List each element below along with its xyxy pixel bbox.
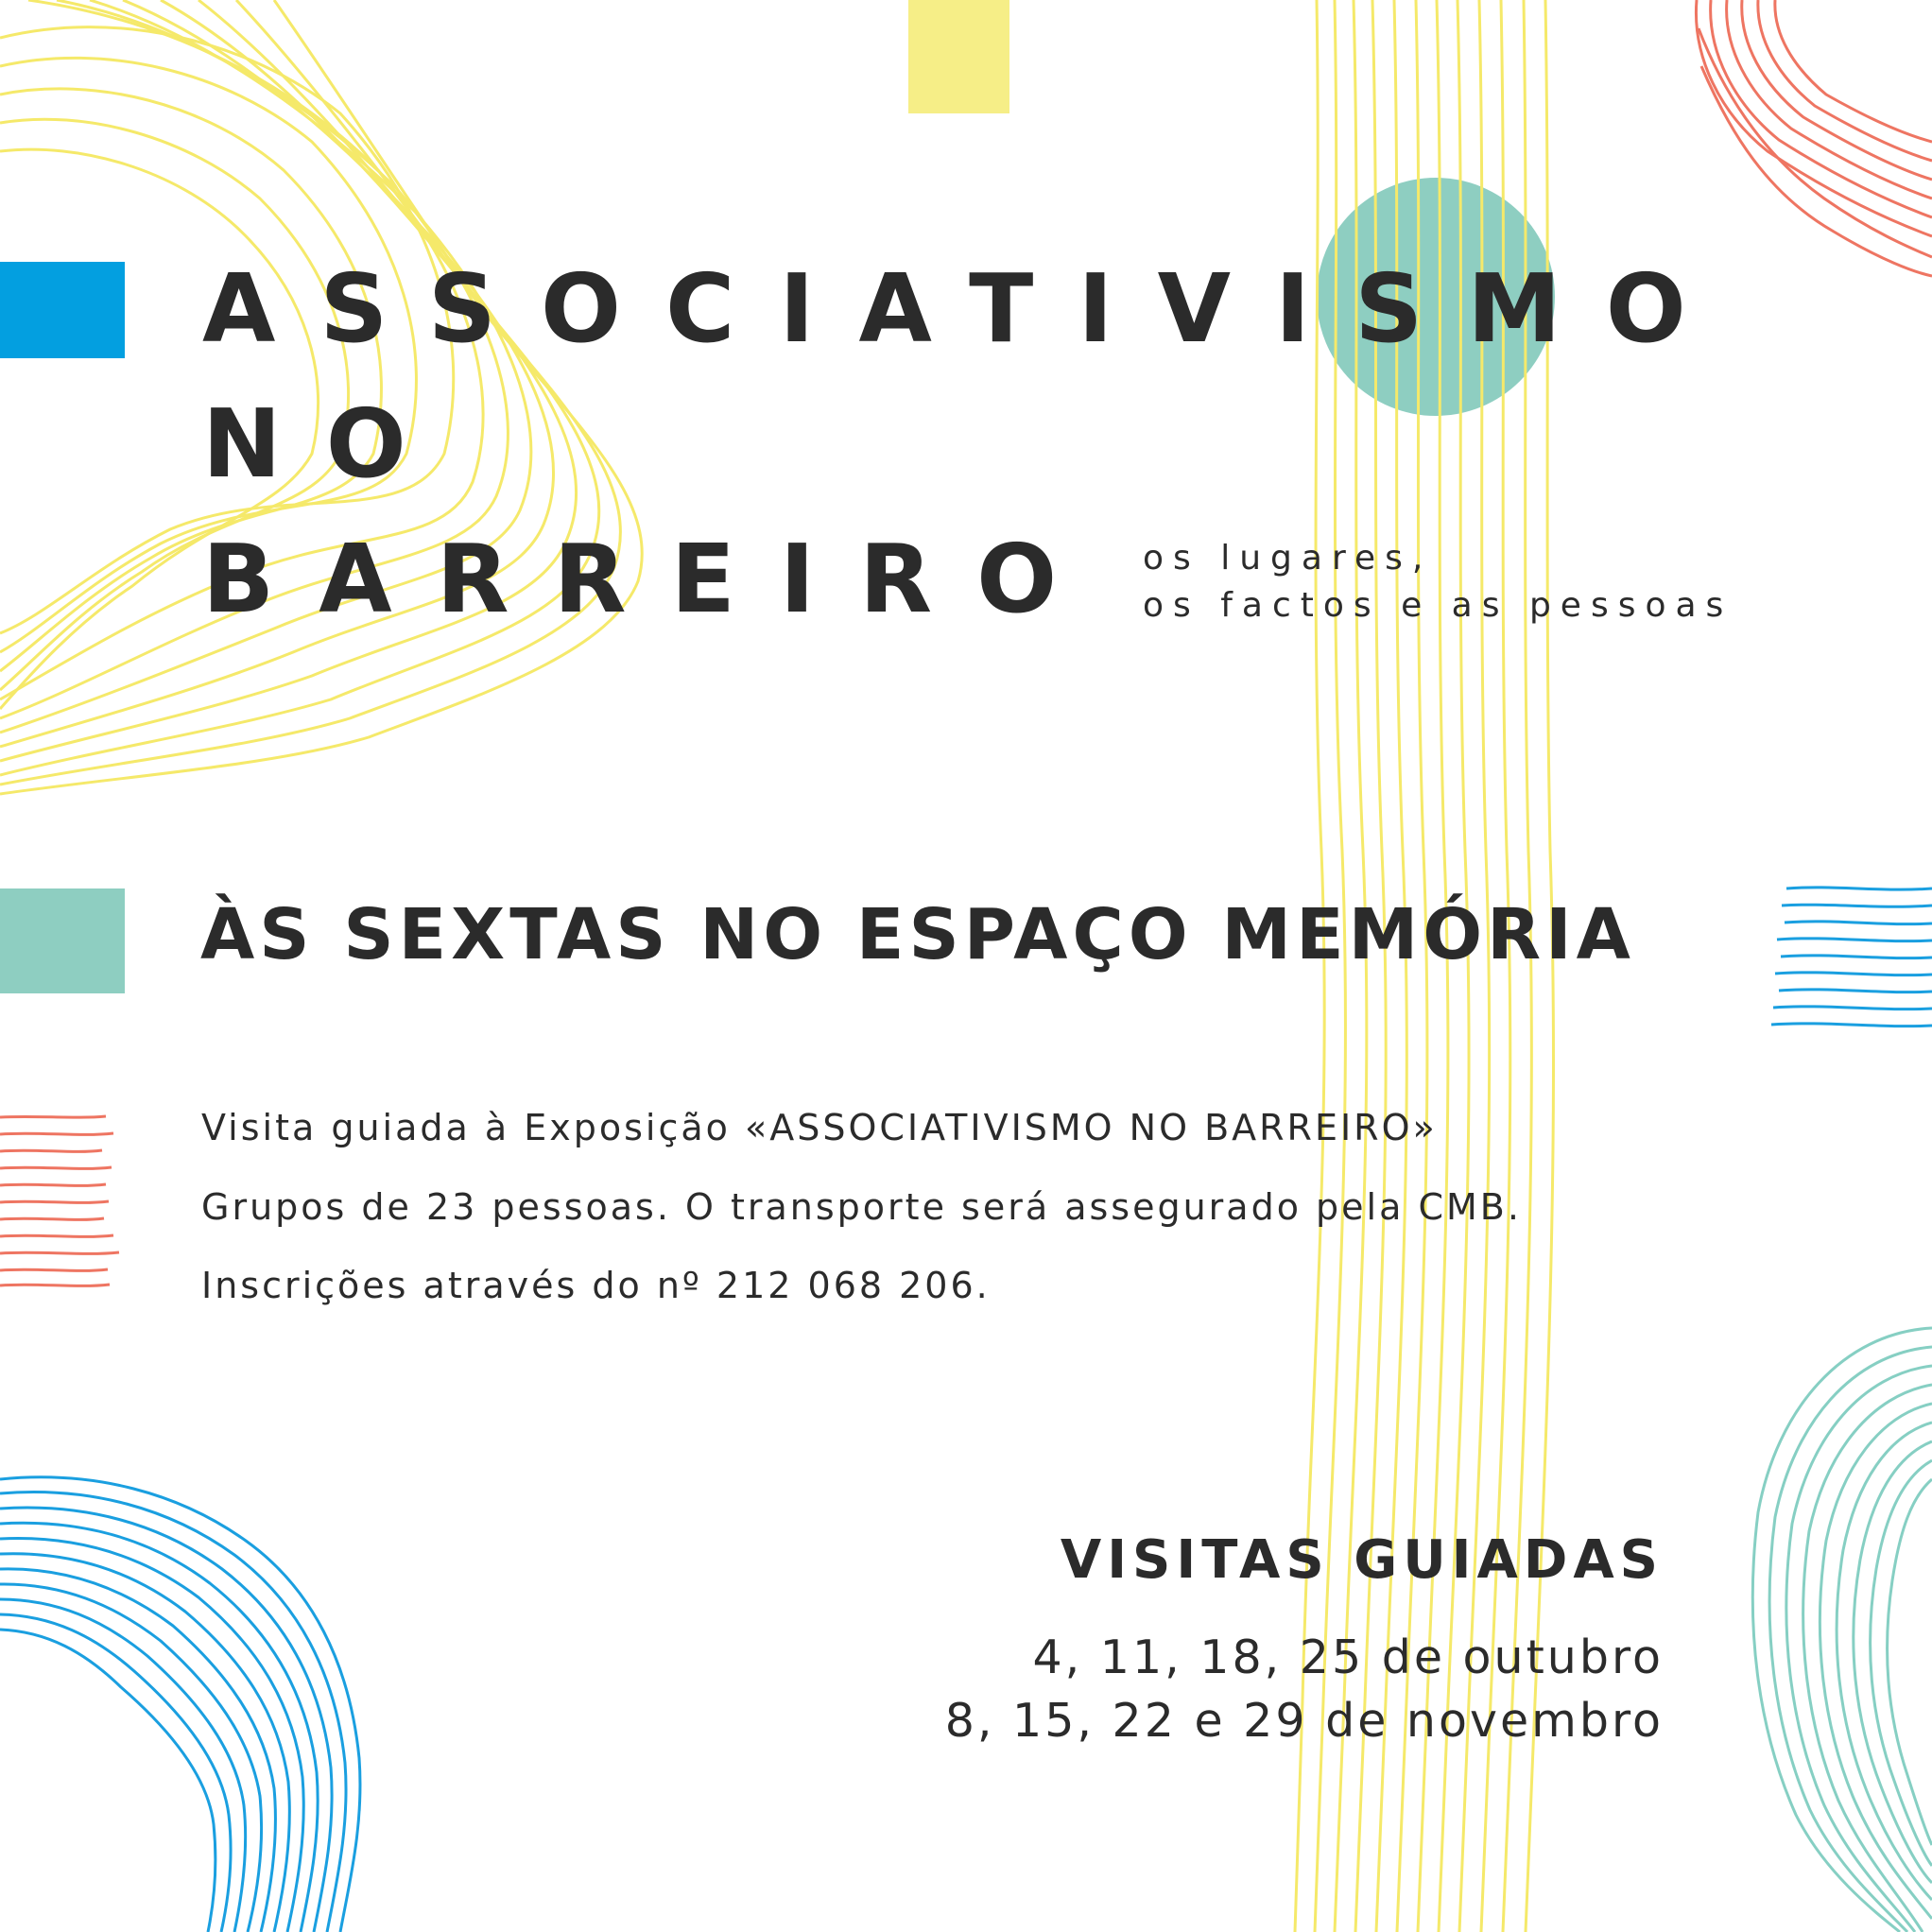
title-line-barreiro: BARREIRO <box>202 524 1102 634</box>
title-line-no: NO <box>202 388 451 499</box>
body-text-line: Grupos de 23 pessoas. O transporte será assegurado pela CMB. <box>201 1186 1522 1228</box>
teal-square-marker <box>0 888 125 993</box>
body-text-line: Inscrições através do nº 212 068 206. <box>201 1265 991 1306</box>
title-line-associativismo: ASSOCIATIVISMO <box>202 253 1731 364</box>
visits-heading: VISITAS GUIADAS <box>1060 1529 1664 1591</box>
section-heading: ÀS SEXTAS NO ESPAÇO MEMÓRIA <box>200 894 1635 975</box>
yellow-square <box>908 0 1009 113</box>
coral-contour-lines-top-right <box>1696 0 1932 276</box>
subtitle-line-1: os lugares, <box>1143 539 1433 578</box>
visit-dates-november: 8, 15, 22 e 29 de novembro <box>944 1694 1664 1748</box>
blue-lines-right <box>1771 888 1932 1026</box>
teal-contour-lines-bottom-right <box>1752 1328 1932 1932</box>
coral-lines-left <box>0 1116 119 1285</box>
blue-square-marker <box>0 262 125 358</box>
body-text-line: Visita guiada à Exposição «ASSOCIATIVISMO NO BARREIRO» <box>201 1107 1438 1148</box>
visit-dates-october: 4, 11, 18, 25 de outubro <box>1032 1630 1664 1684</box>
blue-contour-lines-bottom-left <box>0 1477 360 1932</box>
subtitle-line-2: os factos e as pessoas <box>1143 586 1734 625</box>
